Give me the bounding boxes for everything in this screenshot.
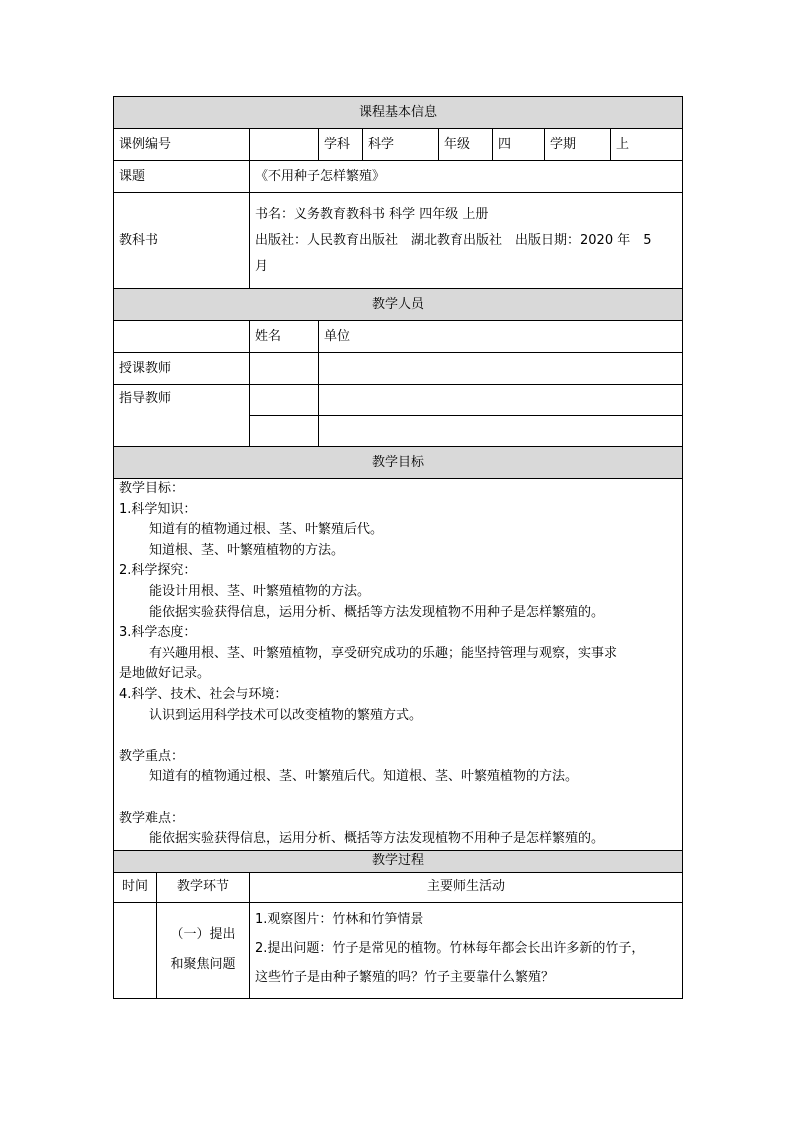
goal-item: 能设计用根、茎、叶繁殖植物的方法。	[149, 583, 371, 599]
subject-label: 学科	[319, 129, 363, 161]
activity-line: 1.观察图片：竹林和竹笋情景	[255, 911, 424, 927]
key-points-text: 知道有的植物通过根、茎、叶繁殖后代。知道根、茎、叶繁殖植物的方法。	[149, 769, 579, 785]
time-column-header: 时间	[114, 872, 157, 902]
goal-item-continued: 是地做好记录。	[119, 666, 211, 682]
key-points-heading: 教学重点：	[119, 748, 185, 764]
section-header-staff: 教学人员	[114, 289, 683, 321]
textbook-line: 月	[255, 258, 269, 274]
goal-category: 1.科学知识：	[119, 501, 197, 517]
blank-line	[119, 726, 677, 747]
mentor-name	[250, 385, 319, 416]
course-no-label: 课例编号	[114, 129, 250, 161]
goal-item: 知道根、茎、叶繁殖植物的方法。	[149, 542, 345, 558]
blank-line	[119, 788, 677, 809]
subject-value: 科学	[363, 129, 439, 161]
unit-column-label: 单位	[319, 321, 683, 353]
process-stage-cell	[157, 902, 250, 998]
mentor-label: 指导教师	[114, 385, 250, 447]
stage-column-header: 教学环节	[157, 872, 250, 902]
topic-label: 课题	[114, 161, 250, 193]
goal-item: 有兴趣用根、茎、叶繁殖植物，享受研究成功的乐趣；能坚持管理与观察，实事求	[149, 645, 618, 661]
teacher-label: 授课教师	[114, 353, 250, 385]
goal-category: 4.科学、技术、社会与环境：	[119, 686, 288, 702]
stage-line: （一）提出	[170, 927, 236, 943]
activity-line: 这些竹子是由种子繁殖的吗？竹子主要靠什么繁殖？	[255, 969, 555, 985]
process-time-cell	[114, 902, 157, 998]
difficult-points-heading: 教学难点：	[119, 810, 185, 826]
textbook-line: 出版社：人民教育出版社 湖北教育出版社 出版日期：2020 年 5	[255, 232, 652, 248]
teacher-unit	[319, 353, 683, 385]
section-header-basic-info: 课程基本信息	[114, 97, 683, 129]
grade-value: 四	[493, 129, 545, 161]
goals-heading: 教学目标：	[119, 481, 185, 496]
section-header-process: 教学过程	[114, 850, 683, 872]
textbook-label: 教科书	[114, 193, 250, 289]
grade-label: 年级	[439, 129, 493, 161]
topic-value: 《不用种子怎样繁殖》	[250, 161, 683, 193]
process-activity-cell	[250, 902, 683, 998]
name-column-label: 姓名	[250, 321, 319, 353]
course-no-value	[250, 129, 319, 161]
activity-line: 2.提出问题：竹子是常见的植物。竹林每年都会长出许多新的竹子，	[255, 940, 645, 956]
goal-item: 知道有的植物通过根、茎、叶繁殖后代。	[149, 522, 384, 538]
teacher-name	[250, 353, 319, 385]
goal-item: 能依据实验获得信息，运用分析、概括等方法发现植物不用种子是怎样繁殖的。	[149, 604, 605, 620]
lesson-plan-table	[113, 96, 683, 999]
goal-category: 2.科学探究：	[119, 563, 197, 579]
goal-category: 3.科学态度：	[119, 625, 197, 641]
textbook-line: 书名：义务教育教科书 科学 四年级 上册	[255, 206, 489, 222]
activity-column-header: 主要师生活动	[250, 872, 683, 902]
goal-item: 认识到运用科学技术可以改变植物的繁殖方式。	[149, 707, 423, 723]
goals-content	[114, 479, 683, 851]
term-label: 学期	[545, 129, 611, 161]
term-value: 上	[611, 129, 683, 161]
staff-corner-cell	[114, 321, 250, 353]
mentor-unit	[319, 385, 683, 416]
difficult-points-text: 能依据实验获得信息，运用分析、概括等方法发现植物不用种子是怎样繁殖的。	[149, 831, 605, 847]
textbook-info	[250, 193, 683, 289]
stage-line: 和聚焦问题	[170, 957, 236, 973]
mentor-name	[250, 416, 319, 447]
section-header-goals: 教学目标	[114, 447, 683, 479]
mentor-unit	[319, 416, 683, 447]
